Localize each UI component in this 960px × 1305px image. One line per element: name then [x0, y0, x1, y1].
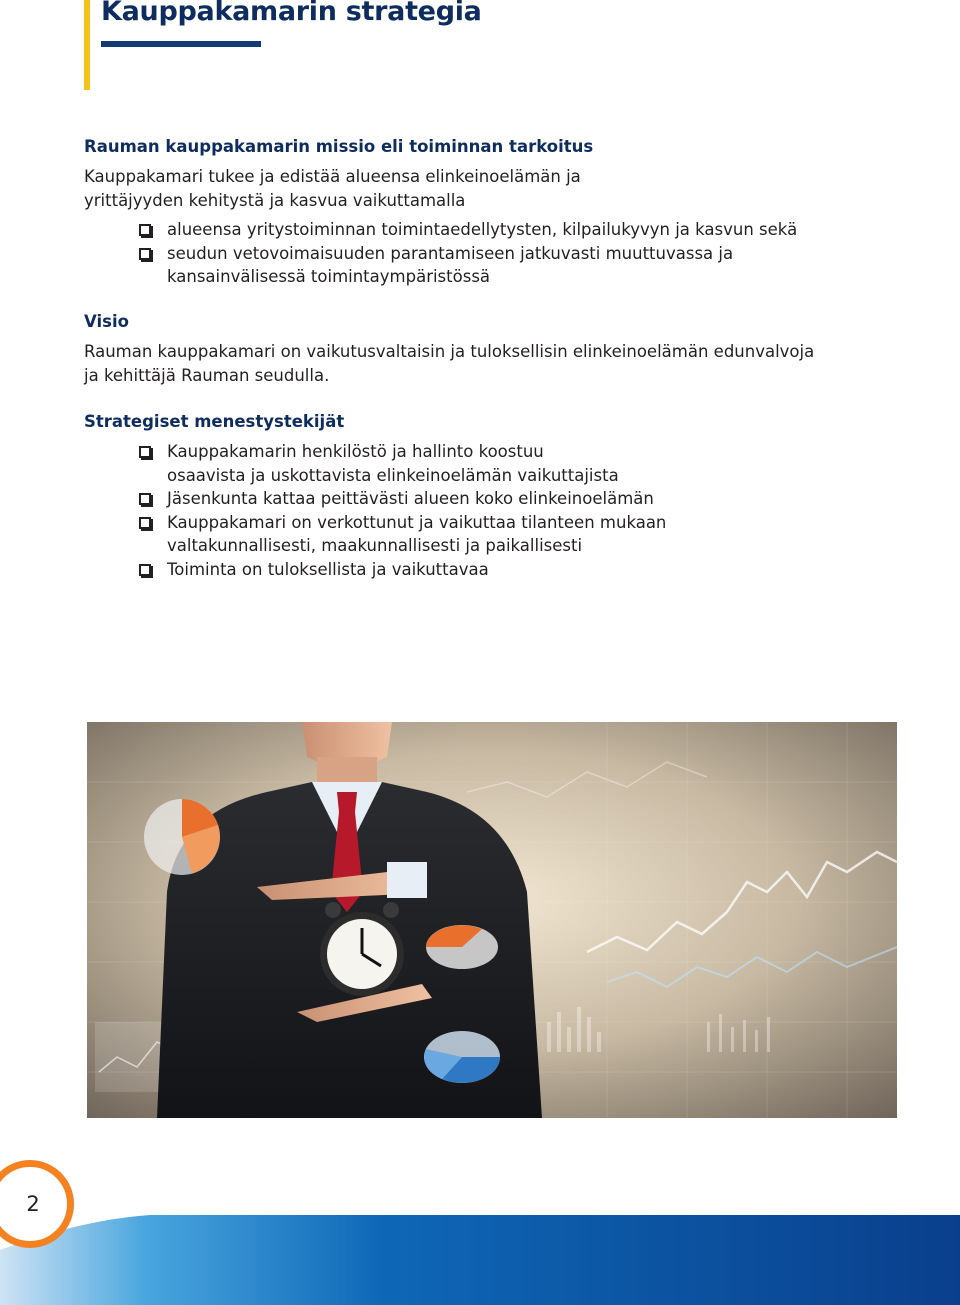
bullet-text: kansainvälisessä toimintaympäristössä [167, 267, 491, 286]
mission-heading: Rauman kauppakamarin missio eli toiminnan tarkoitus [84, 137, 594, 156]
photo-illustration [87, 722, 897, 1118]
page-title: Kauppakamarin strategia [101, 0, 482, 27]
vision-line: ja kehittäjä Rauman seudulla. [84, 366, 330, 385]
checkbox-bullet-icon [139, 224, 151, 236]
success-factor-bullet [138, 487, 666, 511]
mission-intro-line: yrittäjyyden kehitystä ja kasvua vaikuttamalla [84, 191, 466, 210]
bullet-text: Toiminta on tuloksellista ja vaikuttavaa [167, 559, 489, 579]
bullet-text: valtakunnallisesti, maakunnallisesti ja paikallisesti [167, 536, 583, 555]
vision-heading: Visio [84, 312, 129, 331]
checkbox-bullet-icon [139, 493, 151, 505]
mission-intro [84, 165, 581, 213]
bullet-text: seudun vetovoimaisuuden parantamiseen jatkuvasti muuttuvassa ja [167, 243, 734, 263]
mission-bullet-list [138, 218, 797, 289]
page-number: 2 [26, 1192, 40, 1216]
bullet-text: Kauppakamarin henkilöstö ja hallinto koostuu [167, 442, 544, 461]
success-factors-heading: Strategiset menestystekijät [84, 412, 345, 431]
checkbox-bullet-icon [139, 248, 151, 260]
title-accent-bar [84, 0, 90, 90]
success-factor-bullet [138, 558, 666, 582]
bullet-text: alueensa yritystoiminnan toimintaedellytysten, kilpailukyvyn ja kasvun sekä [167, 220, 798, 239]
title-underline [101, 41, 261, 47]
footer-wave-band [0, 1190, 960, 1305]
mission-bullet [138, 242, 797, 289]
bullet-text: Jäsenkunta kattaa peittävästi alueen koko elinkeinoelämän [167, 489, 654, 508]
success-factor-bullet [138, 440, 666, 487]
checkbox-bullet-icon [139, 564, 151, 576]
vision-text [84, 340, 814, 388]
vision-line: Rauman kauppakamari on vaikutusvaltaisin ja tuloksellisin elinkeinoelämän edunvalvoja [84, 342, 815, 361]
checkbox-bullet-icon [139, 446, 151, 458]
businessman-clock-photo [87, 722, 897, 1118]
success-factor-bullet [138, 511, 666, 558]
bullet-text: Kauppakamari on verkottunut ja vaikuttaa tilanteen mukaan [167, 512, 667, 532]
checkbox-bullet-icon [139, 517, 151, 529]
bullet-text: osaavista ja uskottavista elinkeinoelämän vaikuttajista [167, 465, 619, 485]
mission-intro-line: Kauppakamari tukee ja edistää alueensa elinkeinoelämän ja [84, 167, 581, 186]
mission-bullet [138, 218, 797, 242]
success-factors-list [138, 440, 666, 581]
